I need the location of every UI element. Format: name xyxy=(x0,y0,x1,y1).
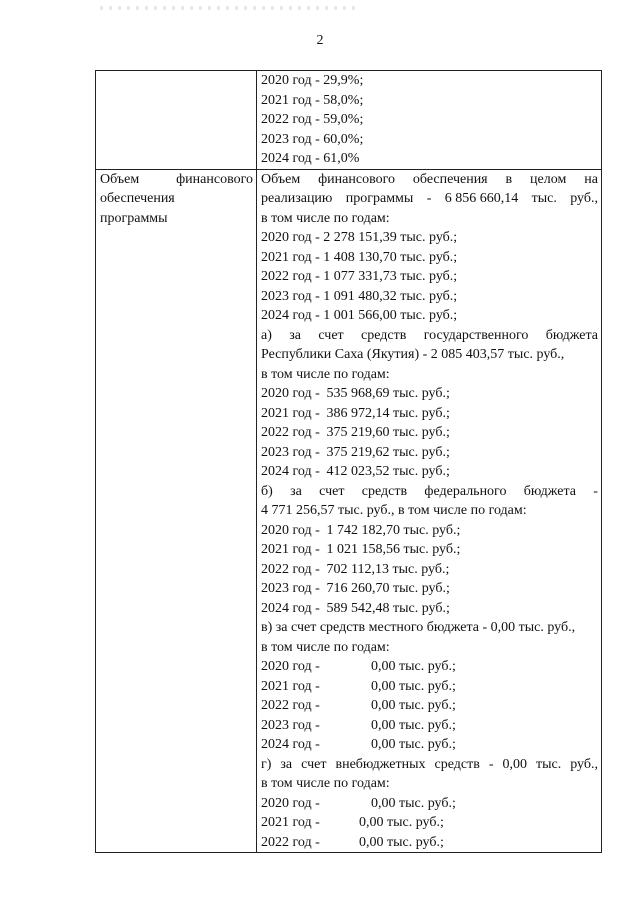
indicator-line: 2022 год - 59,0%; xyxy=(261,112,364,127)
empty-label-cell xyxy=(96,71,257,170)
year-value: 0,00 тыс. руб.; xyxy=(371,795,456,811)
year-value: 0,00 тыс. руб.; xyxy=(359,815,444,830)
word: на xyxy=(584,171,598,187)
year-label: 2020 год - xyxy=(261,386,320,401)
section-a-year xyxy=(261,384,598,404)
section-b-line-2: 4 771 256,57 тыс. руб., в том числе по годам: xyxy=(261,503,527,518)
word: средств xyxy=(361,483,408,499)
financing-text-cell xyxy=(257,169,602,853)
intro-line-2 xyxy=(261,189,598,209)
word: программы xyxy=(345,191,414,206)
section-b-year xyxy=(261,599,598,619)
year-label: 2021 год - xyxy=(261,815,320,830)
word: - xyxy=(593,483,598,499)
total-year-line: 2020 год - 2 278 151,39 тыс. руб.; xyxy=(261,230,458,245)
section-g-line-2: в том числе по годам: xyxy=(261,776,390,791)
year-label: 2021 год - xyxy=(261,405,320,421)
scan-artifact xyxy=(100,6,360,10)
year-value: 716 260,70 тыс. руб.; xyxy=(326,581,450,596)
label-line-1 xyxy=(100,170,253,190)
word: 0,00 xyxy=(502,756,527,772)
year-label: 2024 год - xyxy=(261,737,320,752)
word: счет xyxy=(319,483,345,499)
section-a-line-2: Республики Саха (Якутия) - 2 085 403,57 тыс. руб., xyxy=(261,347,565,362)
word: целом xyxy=(530,171,567,187)
program-passport-table xyxy=(95,70,602,853)
year-value: 535 968,69 тыс. руб.; xyxy=(326,386,450,401)
indicator-line: 2024 год - 61,0% xyxy=(261,151,360,166)
word: федерального xyxy=(424,483,507,499)
year-label: 2020 год - xyxy=(261,795,320,811)
word: в xyxy=(505,171,513,187)
section-b-year xyxy=(261,521,598,541)
section-v-line-1: в) за счет средств местного бюджета - 0,00 тыс. руб., xyxy=(261,620,576,635)
word: бюджета xyxy=(523,483,576,499)
year-label: 2022 год - xyxy=(261,698,320,713)
year-value: 412 023,52 тыс. руб.; xyxy=(326,464,450,479)
section-v-year xyxy=(261,716,598,736)
word: обеспечения xyxy=(412,171,488,187)
section-a-year xyxy=(261,443,598,463)
section-v-year xyxy=(261,735,598,755)
page-number: 2 xyxy=(316,33,324,48)
year-label: 2024 год - xyxy=(261,464,320,479)
word: б) xyxy=(261,483,273,499)
indicator-line: 2020 год - 29,9%; xyxy=(261,73,364,88)
section-a-line-3: в том числе по годам: xyxy=(261,366,390,382)
word: Объем xyxy=(261,171,301,187)
intro-line-3: в том числе по годам: xyxy=(261,210,390,226)
year-value: 589 542,48 тыс. руб.; xyxy=(326,600,450,616)
year-label: 2021 год - xyxy=(261,678,320,694)
label-line-3: программы xyxy=(100,210,168,226)
indicator-values-cell xyxy=(257,71,602,170)
word: а) xyxy=(261,327,272,343)
year-label: 2021 год - xyxy=(261,542,320,557)
year-label: 2023 год - xyxy=(261,581,320,596)
section-a-line-1 xyxy=(261,326,598,346)
year-value: 702 112,13 тыс. руб.; xyxy=(326,561,450,577)
year-label: 2022 год - xyxy=(261,425,320,440)
section-g-year xyxy=(261,813,598,833)
word: средств xyxy=(361,327,407,343)
section-a-year xyxy=(261,423,598,443)
word: государственного xyxy=(423,327,529,343)
section-b-year xyxy=(261,579,598,599)
section-a-year xyxy=(261,404,598,424)
year-label: 2022 год - xyxy=(261,561,320,577)
total-year-line: 2024 год - 1 001 566,00 тыс. руб.; xyxy=(261,308,458,323)
year-value: 0,00 тыс. руб.; xyxy=(371,678,456,694)
year-label: 2024 год - xyxy=(261,600,320,616)
year-label: 2022 год - xyxy=(261,834,320,850)
total-year-line: 2021 год - 1 408 130,70 тыс. руб.; xyxy=(261,249,458,265)
table-row-indicators xyxy=(96,71,602,170)
word: тыс. xyxy=(531,191,557,206)
section-b-line-1 xyxy=(261,482,598,502)
year-value: 375 219,62 тыс. руб.; xyxy=(326,444,450,460)
year-value: 0,00 тыс. руб.; xyxy=(359,834,444,850)
indicator-line: 2021 год - 58,0%; xyxy=(261,92,364,108)
section-a-year xyxy=(261,462,598,482)
year-value: 375 219,60 тыс. руб.; xyxy=(326,425,450,440)
word: руб., xyxy=(570,756,598,772)
word: - xyxy=(426,191,432,206)
year-label: 2020 год - xyxy=(261,522,320,538)
word: внебюджетных xyxy=(335,756,426,772)
year-value: 1 742 182,70 тыс. руб.; xyxy=(326,522,461,538)
year-label: 2023 год - xyxy=(261,444,320,460)
year-label: 2020 год - xyxy=(261,659,320,674)
word: - xyxy=(488,756,494,772)
word: тыс. xyxy=(535,756,562,772)
indicator-line: 2023 год - 60,0%; xyxy=(261,131,364,147)
year-value: 386 972,14 тыс. руб.; xyxy=(326,405,450,421)
section-g-year xyxy=(261,833,598,853)
word: за xyxy=(289,327,301,343)
total-year-line: 2022 год - 1 077 331,73 тыс. руб.; xyxy=(261,269,458,284)
label-word: Объем xyxy=(100,171,140,187)
section-g-year xyxy=(261,794,598,814)
section-v-year xyxy=(261,657,598,677)
word: средств xyxy=(434,756,480,772)
word: за xyxy=(290,483,302,499)
word: финансового xyxy=(318,171,395,187)
year-value: 0,00 тыс. руб.; xyxy=(371,737,456,752)
word: реализацию xyxy=(261,191,333,206)
total-amount: 6 856 660,14 xyxy=(444,191,519,206)
financing-label-cell xyxy=(96,169,257,853)
year-value: 0,00 тыс. руб.; xyxy=(371,659,456,674)
section-g-line-1 xyxy=(261,755,598,775)
section-v-year xyxy=(261,696,598,716)
year-value: 0,00 тыс. руб.; xyxy=(371,698,456,713)
word: руб., xyxy=(570,191,598,206)
section-v-line-2: в том числе по годам: xyxy=(261,639,390,655)
intro-line-1 xyxy=(261,170,598,190)
year-label: 2023 год - xyxy=(261,717,320,733)
label-line-2: обеспечения xyxy=(100,191,175,206)
word: счет xyxy=(301,756,327,772)
table-row-financing xyxy=(96,169,602,853)
label-word: финансового xyxy=(176,171,253,187)
year-value: 0,00 тыс. руб.; xyxy=(371,717,456,733)
year-value: 1 021 158,56 тыс. руб.; xyxy=(326,542,461,557)
section-b-year xyxy=(261,560,598,580)
word: счет xyxy=(318,327,344,343)
section-b-year xyxy=(261,540,598,560)
total-year-line: 2023 год - 1 091 480,32 тыс. руб.; xyxy=(261,288,458,304)
word: за xyxy=(280,756,293,772)
word: бюджета xyxy=(545,327,598,343)
word: г) xyxy=(261,756,272,772)
section-v-year xyxy=(261,677,598,697)
